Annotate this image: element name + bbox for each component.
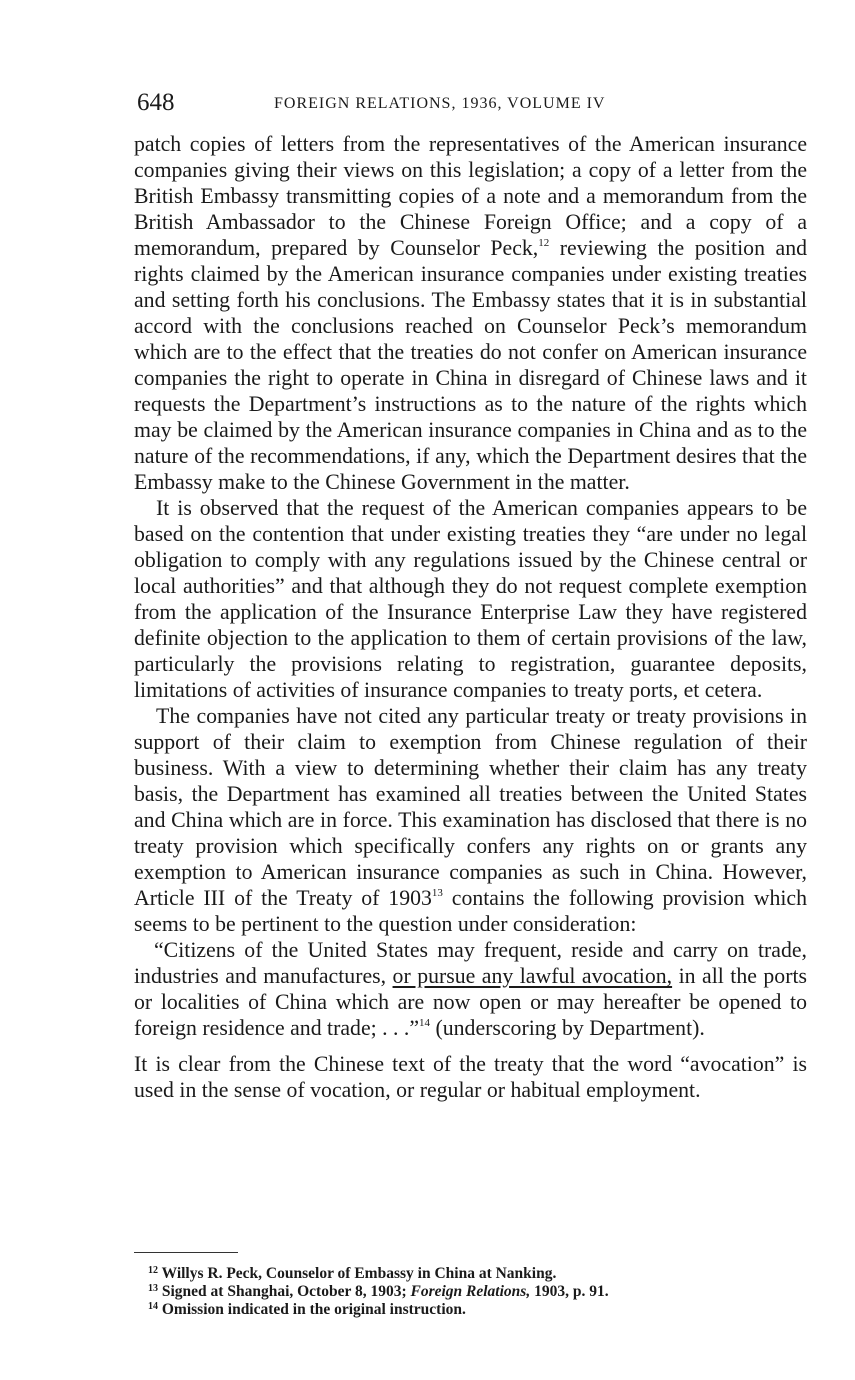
footnote-ref-12: 12 [538,237,550,249]
page-header [137,88,807,118]
footnote-14: $^{14}$ Omission indicated in the original instruction. [148,1301,466,1318]
footnote-12: $^{12}$ Willys R. Peck, Counselor of Embassy in China at Nanking. [148,1265,557,1282]
footnote-ref-13: 13 [431,887,443,899]
paragraph-1: patch copies of letters from the representatives of the American insurance companies giving their views on this legislation; a copy of a letter from the British Embassy transmitting copies of a note and a memorandum from the British Ambassador to the Chinese Foreign Office; and a copy of a memorandum, prepared by Counselor Peck,$^{12}$ reviewing the position and rights claimed by the American insurance companies under existing treaties and setting forth his conclusions. The Embassy states that it is in substantial accord with the conclusions reached on Counselor Peck’s memorandum which are to the effect that the treaties do not confer on American insurance companies the right to operate in China in disregard of Chinese laws and it requests the Department’s instructions as to the nature of the rights which may be claimed by the American insurance companies in China and as to the nature of the recommendations, if any, which the Department desires that the Embassy make to the Chinese Government in the matter. [134,132,807,494]
paragraph-3: The companies have not cited any particular treaty or treaty provisions in support of their claim to exemption from Chinese regulation of their business. With a view to determining whether their claim has any treaty basis, the Department has examined all treaties between the United States and China which are in force. This examination has disclosed that there is no treaty provision which specifically confers any rights on or grants any exemption to American insurance companies as such in China. However, Article III of the Treaty of 1903$^{13}$ contains the following provision which seems to be pertinent to the question under consideration: [134,704,807,936]
paragraph-2: It is observed that the request of the American companies appears to be based on the contention that under existing treaties they “are under no legal obligation to comply with any regulations issued by the Chinese central or local authorities” and that although they do not request complete exemption from the application of the Insurance Enterprise Law they have registered definite objection to the application to them of certain provisions of the law, particularly the provisions relating to registration, guarantee deposits, limitations of activities of insurance companies to treaty ports, et cetera. [134,496,807,702]
block-quote: “Citizens of the United States may frequent, reside and carry on trade, industries and manufactures, or pursue any lawful avocation, in all the ports or localities of China which are now open or may hereafter be opened to foreign residence and trade; . . .”$^{14}$ (underscoring by Department). [134,938,807,1040]
footnote-divider [134,1252,238,1253]
body-text [134,131,807,1103]
footnotes [148,1265,808,1319]
footnote-13: $^{13}$ Signed at Shanghai, October 8, 1903; Foreign Relations, 1903, p. 91. [148,1283,609,1300]
running-head: FOREIGN RELATIONS, 1936, VOLUME IV [274,95,606,112]
paragraph-4: It is clear from the Chinese text of the treaty that the word “avocation” is used in the sense of vocation, or regular or habitual employment. [134,1052,807,1102]
page-number: 648 [137,89,175,116]
footnote-ref-14: 14 [419,1017,431,1029]
underscored-phrase: or pursue any lawful avocation, [392,964,673,988]
